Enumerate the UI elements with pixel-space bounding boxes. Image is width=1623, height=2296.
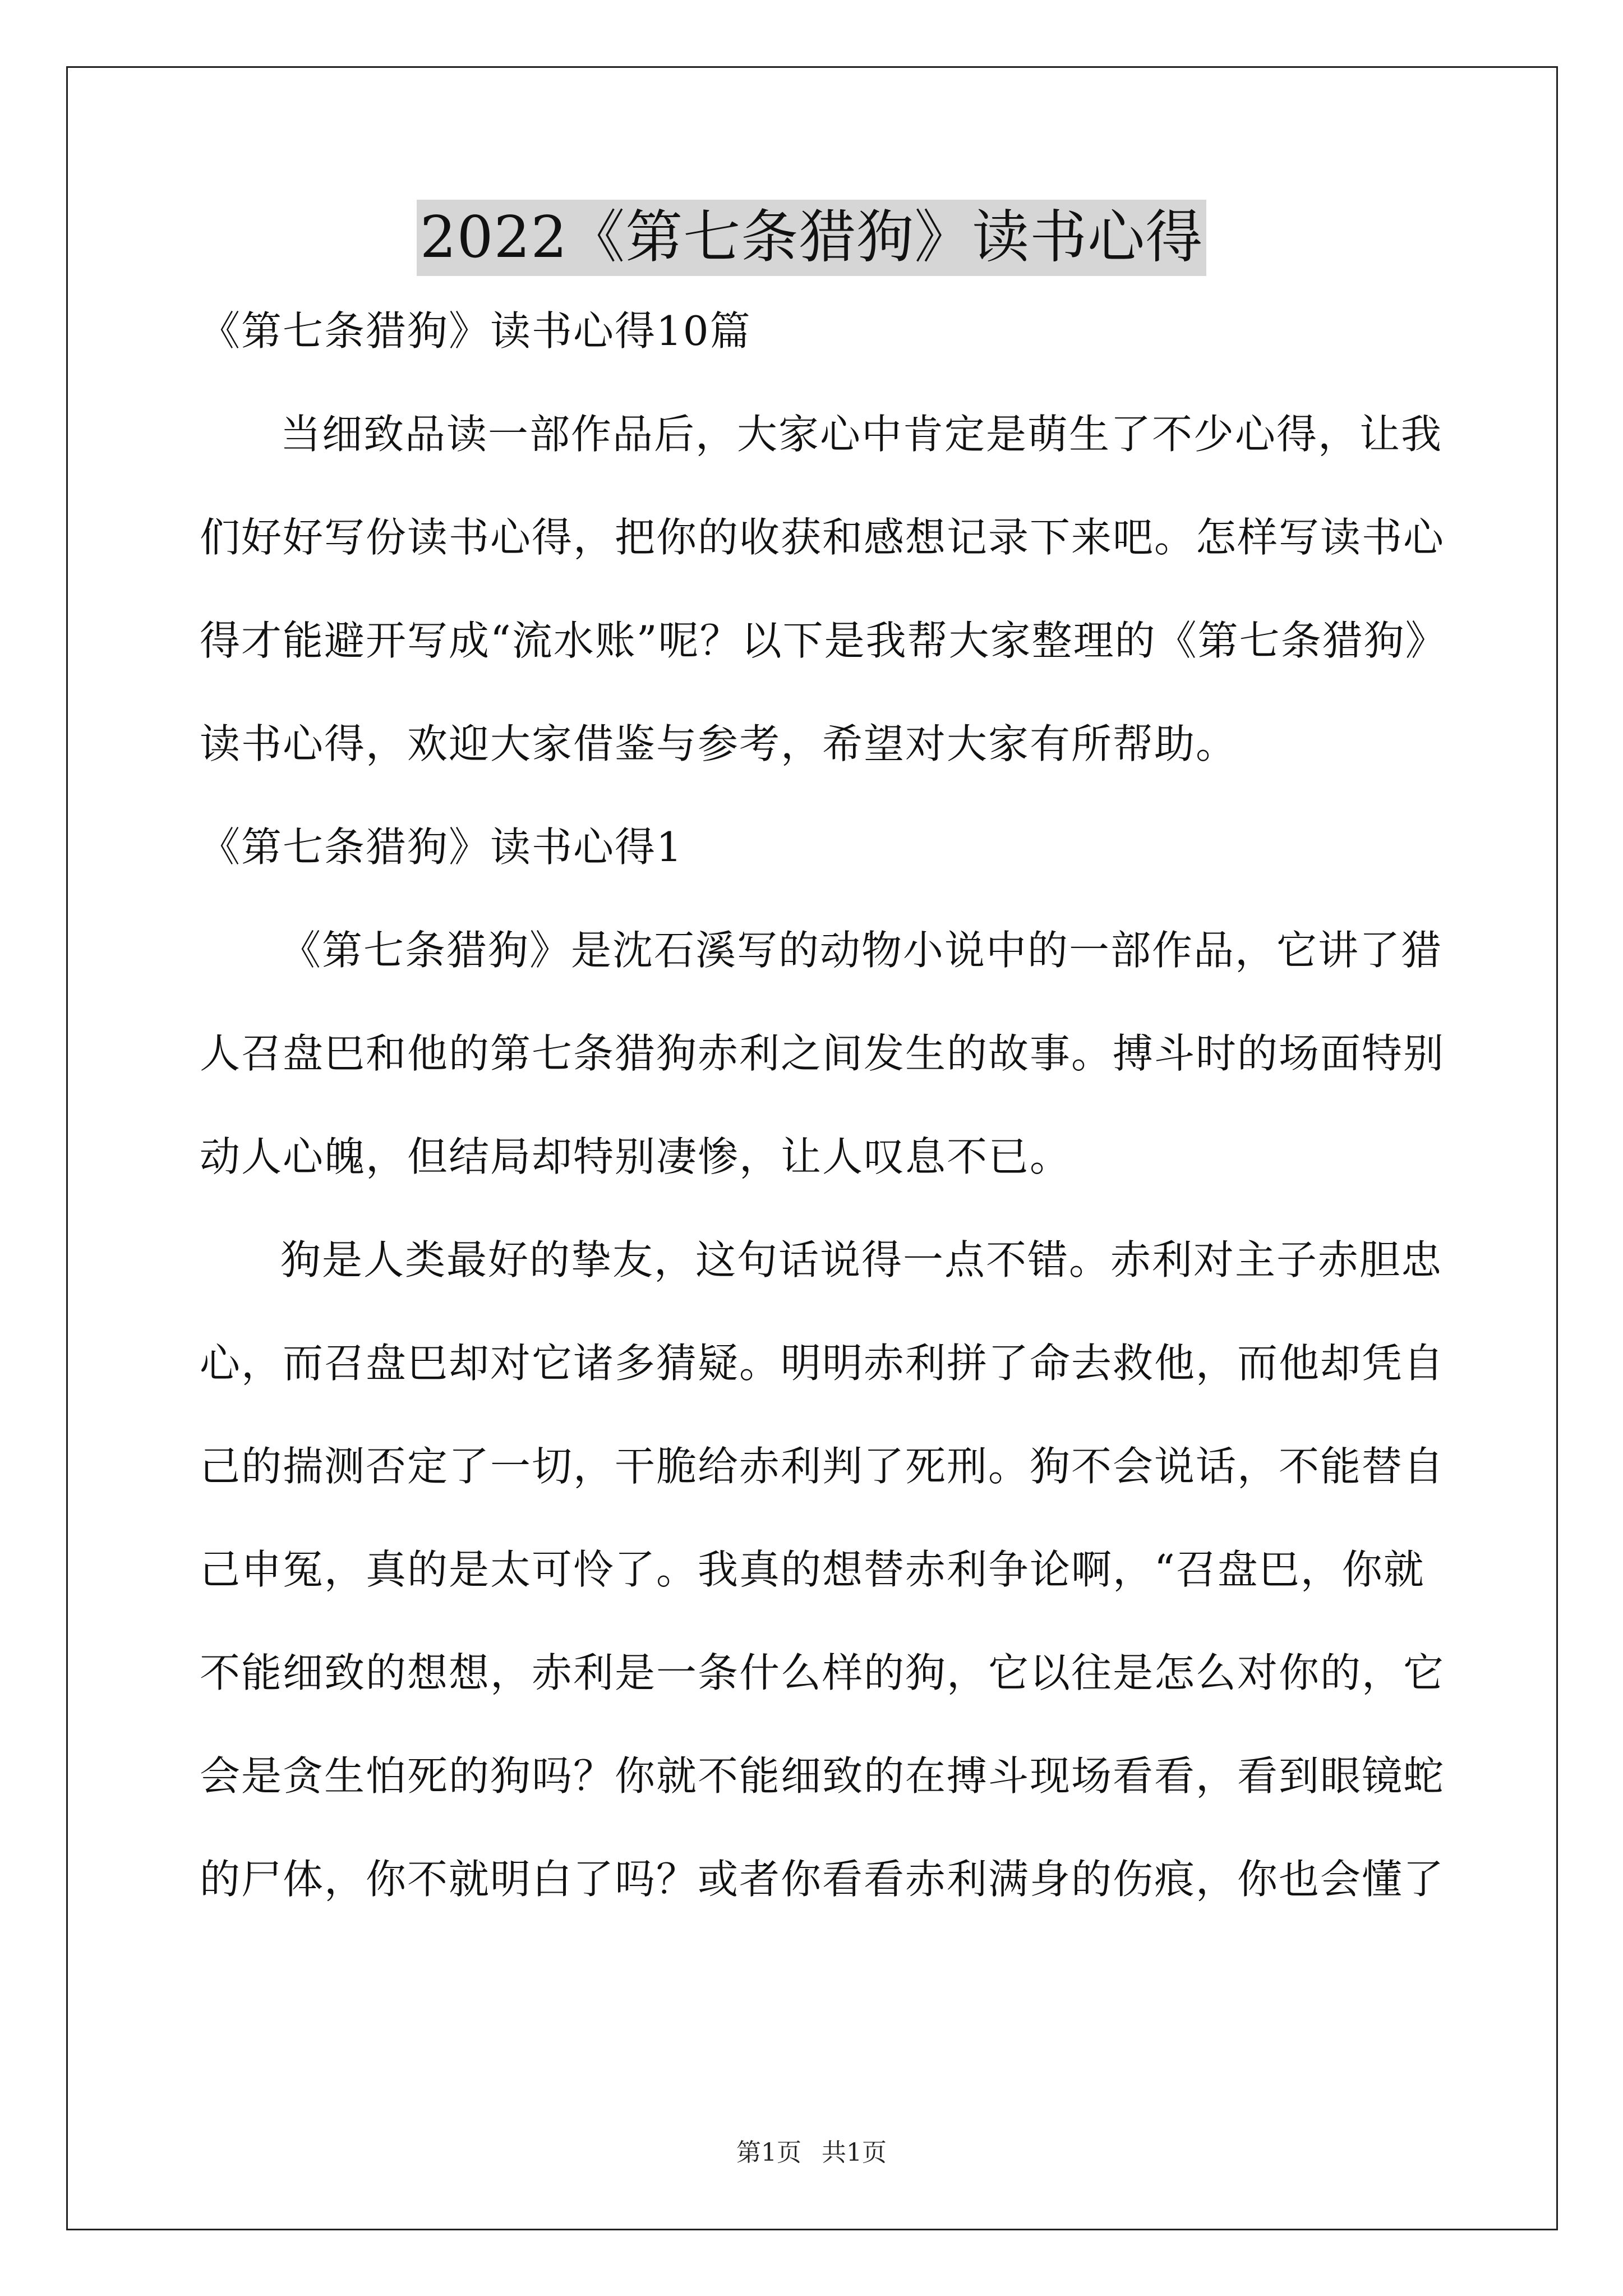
text-line: 动人心魄，但结局却特别凄惨，让人叹息不已。 — [200, 1133, 1072, 1180]
text-line: 当细致品读一部作品后，大家心中肯定是萌生了不少心得，让我 — [280, 411, 1443, 458]
page-number: 第1页 — [736, 2138, 801, 2167]
text-line: 狗是人类最好的挚友，这句话说得一点不错。赤利对主子赤胆忠 — [280, 1236, 1443, 1283]
text-line: 《第七条猎狗》是沈石溪写的动物小说中的一部作品，它讲了猎 — [280, 927, 1443, 974]
text-line: 读书心得，欢迎大家借鉴与参考，希望对大家有所帮助。 — [200, 720, 1238, 767]
intro-paragraph — [200, 406, 1447, 772]
section-heading: 《第七条猎狗》读书心得1 — [200, 823, 683, 871]
text-line: 不能细致的想想，赤利是一条什么样的狗，它以往是怎么对你的，它 — [200, 1649, 1445, 1696]
body-paragraph-1 — [200, 922, 1445, 1185]
document-body — [200, 303, 1447, 1954]
text-line: 们好好写份读书心得，把你的收获和感想记录下来吧。怎样写读书心 — [200, 514, 1445, 561]
text-line: 的尸体，你不就明白了吗？或者你看看赤利满身的伤痕，你也会懂了 — [200, 1856, 1445, 1903]
text-line: 心，而召盘巴却对它诸多猜疑。明明赤利拼了命去救他，而他却凭自 — [200, 1340, 1445, 1387]
document-subtitle: 《第七条猎狗》读书心得10篇 — [200, 307, 751, 355]
text-line: 己申冤，真的是太可怜了。我真的想替赤利争论啊，“召盘巴，你就 — [200, 1546, 1425, 1593]
page-footer — [0, 2136, 1623, 2170]
title-container — [0, 200, 1623, 276]
text-line: 会是贪生怕死的狗吗？你就不能细致的在搏斗现场看看，看到眼镜蛇 — [200, 1752, 1445, 1800]
text-line: 得才能避开写成“流水账”呢？以下是我帮大家整理的《第七条猎狗》 — [200, 617, 1447, 664]
text-line: 己的揣测否定了一切，干脆给赤利判了死刑。狗不会说话，不能替自 — [200, 1443, 1445, 1490]
document-title: 2022《第七条猎狗》读书心得 — [417, 200, 1207, 276]
page-total: 共1页 — [822, 2138, 887, 2167]
text-line: 人召盘巴和他的第七条猎狗赤利之间发生的故事。搏斗时的场面特别 — [200, 1030, 1445, 1077]
body-paragraph-2 — [200, 1232, 1445, 1907]
